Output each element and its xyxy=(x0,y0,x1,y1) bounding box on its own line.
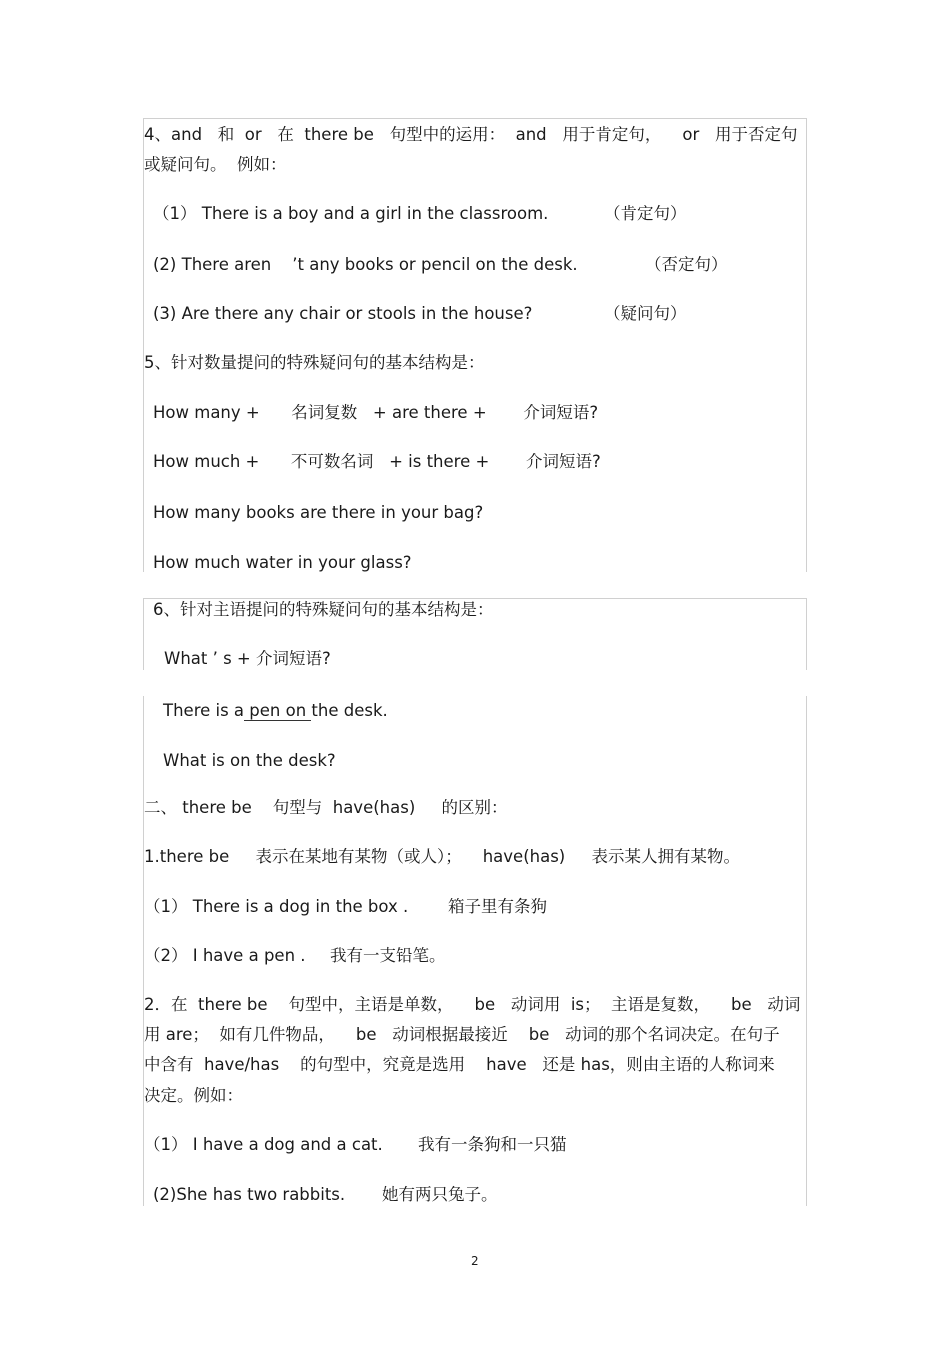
section5-formula-how-much: How much + 不可数名词 + is there + 介词短语? xyxy=(153,452,601,471)
part2-example3: （1） I have a dog and a cat. xyxy=(144,1135,383,1154)
section4-example2: (2) There aren ’t any books or pencil on the desk. xyxy=(153,255,578,274)
section4-example3: (3) Are there any chair or stools in the house? xyxy=(153,304,533,323)
part2-example4-cn: 她有两只兔子。 xyxy=(382,1185,498,1204)
part2-example4: (2)She has two rabbits. xyxy=(153,1185,346,1204)
border-right-3 xyxy=(806,696,807,1206)
section4-example1-tag: （肯定句） xyxy=(604,204,687,223)
section6-example-post: the desk. xyxy=(311,701,388,720)
part2-heading: 二、 there be 句型与 have(has) 的区别： xyxy=(144,798,508,817)
section4-heading-line2: 或疑问句。 例如： xyxy=(144,155,287,174)
section5-example2: How much water in your glass? xyxy=(153,553,412,572)
section4-example2-tag: （否定句） xyxy=(645,255,728,274)
section5-heading: 5、针对数量提问的特殊疑问句的基本结构是： xyxy=(144,353,485,372)
part2-point1: 1.there be 表示在某地有某物（或人）； have(has) 表示某人拥有某物。 xyxy=(144,847,740,866)
section4-example1: （1） There is a boy and a girl in the classroom. xyxy=(153,204,549,223)
border-left-2 xyxy=(143,598,144,670)
section6-example-underlined: pen on xyxy=(244,701,312,720)
part2-example3-cn: 我有一条狗和一只猫 xyxy=(418,1135,567,1154)
section6-example-pre: There is a xyxy=(163,701,245,720)
section5-formula-how-many: How many + 名词复数 + are there + 介词短语? xyxy=(153,403,599,422)
section6-formula: What ’ s + 介词短语? xyxy=(164,649,331,668)
part2-point2-line1: 2．在 there be 句型中，主语是单数， be 动词用 is； 主语是复数， be 动词 xyxy=(144,995,801,1014)
section6-question: What is on the desk? xyxy=(163,751,336,770)
border-top xyxy=(143,118,807,119)
part2-point2-line4: 决定。例如： xyxy=(144,1086,243,1105)
part2-point2-line2: 用 are； 如有几件物品， be 动词根据最接近 be 动词的那个名词决定。在句子 xyxy=(144,1025,780,1044)
border-right-2 xyxy=(806,598,807,670)
section6-heading: 6、针对主语提问的特殊疑问句的基本结构是： xyxy=(153,600,494,619)
border-left-1 xyxy=(143,118,144,572)
part2-point2-line3: 中含有 have/has 的句型中，究竟是选用 have 还是 has，则由主语的人称词来 xyxy=(144,1055,775,1074)
part2-example2: （2） I have a pen . xyxy=(144,946,306,965)
part2-example2-cn: 我有一支铅笔。 xyxy=(330,946,446,965)
part2-example1: （1） There is a dog in the box . xyxy=(144,897,409,916)
section6-example xyxy=(163,700,388,722)
border-right-1 xyxy=(806,118,807,572)
section5-example1: How many books are there in your bag? xyxy=(153,503,484,522)
section4-example3-tag: （疑问句） xyxy=(604,304,687,323)
part2-example1-cn: 箱子里有条狗 xyxy=(448,897,547,916)
section4-heading-line1: 4、and 和 or 在 there be 句型中的运用： and 用于肯定句， or 用于否定句 xyxy=(144,125,798,144)
page-number: 2 xyxy=(471,1254,479,1268)
